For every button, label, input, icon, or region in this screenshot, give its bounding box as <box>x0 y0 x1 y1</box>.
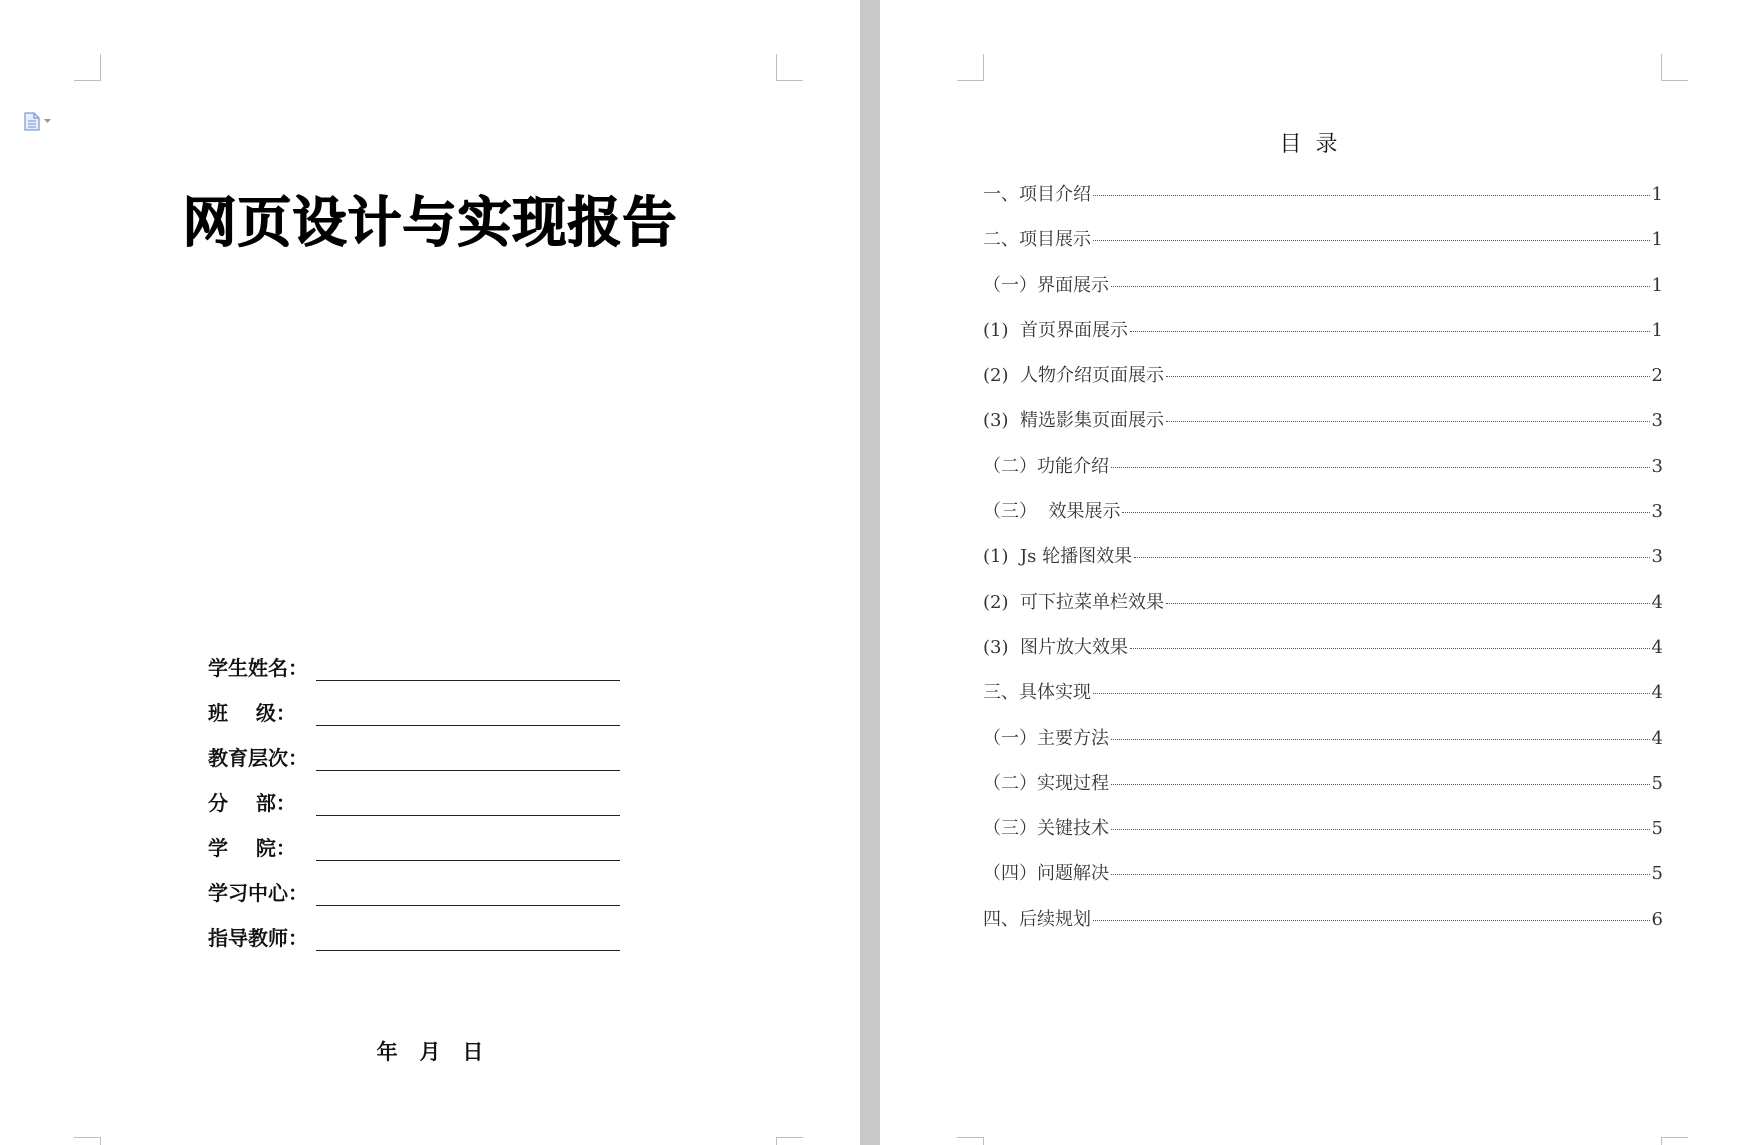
document-icon <box>24 112 40 131</box>
toc-page-number: 4 <box>1651 636 1663 658</box>
toc-leader <box>1111 829 1650 830</box>
toc-leader <box>1166 421 1650 422</box>
toc-leader <box>1166 603 1650 604</box>
margin-corner-mark <box>776 54 803 81</box>
toc-page-number: 1 <box>1651 184 1663 205</box>
form-row-education-level <box>208 726 620 771</box>
student-info-form <box>208 636 620 951</box>
toc-leader <box>1093 240 1650 241</box>
toc-entry-text: (3) 图片放大效果 <box>983 636 1128 658</box>
margin-corner-mark <box>957 54 984 81</box>
page-gutter <box>860 0 880 1145</box>
field-label: 分 部： <box>208 791 296 815</box>
field-label: 班 级： <box>208 701 296 725</box>
toc-page-number: 5 <box>1651 818 1663 840</box>
toc-leader <box>1111 739 1650 740</box>
toc-entry[interactable] <box>983 406 1663 451</box>
toc-page-number: 2 <box>1651 365 1663 387</box>
toc-entry[interactable] <box>983 542 1663 587</box>
field-label: 学生姓名： <box>208 656 308 680</box>
margin-corner-mark <box>74 54 101 81</box>
toc-leader <box>1130 331 1650 332</box>
toc-leader <box>1111 467 1650 468</box>
toc-page-number: 3 <box>1651 501 1663 523</box>
college-field[interactable] <box>316 834 620 861</box>
toc-entry-text: (2) 可下拉菜单栏效果 <box>983 591 1164 613</box>
toc-page-number: 1 <box>1651 274 1663 296</box>
toc-entry-text: 一、项目介绍 <box>983 184 1091 205</box>
toc-entry-text: （四）问题解决 <box>983 863 1109 885</box>
form-row-branch <box>208 771 620 816</box>
toc-entry-text: （二）实现过程 <box>983 772 1109 794</box>
toc-entry[interactable] <box>983 859 1663 904</box>
toc-leader <box>1134 557 1649 558</box>
toc-page-number: 4 <box>1651 682 1663 704</box>
toc-page-number: 1 <box>1651 229 1663 251</box>
toc-entry[interactable] <box>983 271 1663 316</box>
toc-entry-text: （二）功能介绍 <box>983 455 1109 477</box>
toc-entry-text: （一）界面展示 <box>983 274 1109 296</box>
toc-page <box>880 0 1737 1145</box>
toc-entry-text: （三）关键技术 <box>983 818 1109 840</box>
student-name-field[interactable] <box>316 654 620 681</box>
toc-entry-text: 四、后续规划 <box>983 908 1091 930</box>
toc-entry[interactable] <box>983 316 1663 361</box>
toc-entry-text: （三） 效果展示 <box>983 501 1121 523</box>
field-label: 教育层次： <box>208 746 308 770</box>
toc-entry[interactable] <box>983 225 1663 270</box>
toc-entry[interactable] <box>983 361 1663 406</box>
toc-page-number: 3 <box>1651 410 1663 432</box>
cover-page <box>0 0 860 1145</box>
toc-entry-text: (2) 人物介绍页面展示 <box>983 365 1164 387</box>
toc-leader <box>1111 784 1650 785</box>
margin-corner-mark <box>74 1137 101 1145</box>
toc-entry[interactable] <box>983 180 1663 225</box>
advisor-field[interactable] <box>316 924 620 951</box>
toc-entry-text: 三、具体实现 <box>983 682 1091 704</box>
toc-list <box>983 180 1663 950</box>
toc-entry[interactable] <box>983 724 1663 769</box>
form-row-learning-center <box>208 861 620 906</box>
toc-title: 目 录 <box>1279 132 1338 157</box>
toc-entry-text: (3) 精选影集页面展示 <box>983 410 1164 432</box>
toc-entry-text: (1) Js 轮播图效果 <box>983 546 1133 568</box>
class-field[interactable] <box>316 699 620 726</box>
toc-page-number: 3 <box>1651 546 1663 568</box>
form-row-college <box>208 816 620 861</box>
toc-page-number: 5 <box>1651 772 1663 794</box>
learning-center-field[interactable] <box>316 879 620 906</box>
toc-entry-text: （一）主要方法 <box>983 727 1109 749</box>
toc-entry[interactable] <box>983 769 1663 814</box>
field-label: 学习中心： <box>208 881 308 905</box>
toc-entry-text: (1) 首页界面展示 <box>983 319 1128 341</box>
margin-corner-mark <box>1661 54 1688 81</box>
toc-leader <box>1093 920 1650 921</box>
education-level-field[interactable] <box>316 744 620 771</box>
toc-page-number: 3 <box>1651 455 1663 477</box>
toc-page-number: 6 <box>1651 908 1663 930</box>
toc-page-number: 4 <box>1651 591 1663 613</box>
date-line: 年 月 日 <box>376 1039 484 1064</box>
toc-leader <box>1111 874 1650 875</box>
margin-corner-mark <box>776 1137 803 1145</box>
toc-leader <box>1093 195 1650 196</box>
toc-entry[interactable] <box>983 633 1663 678</box>
margin-corner-mark <box>1661 1137 1688 1145</box>
toc-entry[interactable] <box>983 497 1663 542</box>
toc-entry[interactable] <box>983 452 1663 497</box>
field-label: 学 院： <box>208 836 296 860</box>
toc-page-number: 4 <box>1651 727 1663 749</box>
toc-entry[interactable] <box>983 905 1663 950</box>
toc-leader <box>1122 512 1649 513</box>
toc-entry[interactable] <box>983 588 1663 633</box>
field-label: 指导教师： <box>208 926 308 950</box>
form-row-class <box>208 681 620 726</box>
toc-page-number: 1 <box>1651 319 1663 341</box>
margin-corner-mark <box>957 1137 984 1145</box>
toc-leader <box>1166 376 1650 377</box>
toc-page-number: 5 <box>1651 863 1663 885</box>
toc-entry-text: 二、项目展示 <box>983 229 1091 251</box>
toc-leader <box>1130 648 1650 649</box>
form-row-advisor <box>208 906 620 951</box>
document-menu-button[interactable] <box>24 112 51 131</box>
dropdown-arrow-icon <box>44 119 51 124</box>
toc-entry[interactable] <box>983 678 1663 723</box>
toc-leader <box>1093 693 1650 694</box>
report-title: 网页设计与实现报告 <box>182 191 678 254</box>
toc-leader <box>1111 286 1650 287</box>
form-row-student-name <box>208 636 620 681</box>
toc-entry[interactable] <box>983 814 1663 859</box>
branch-field[interactable] <box>316 789 620 816</box>
